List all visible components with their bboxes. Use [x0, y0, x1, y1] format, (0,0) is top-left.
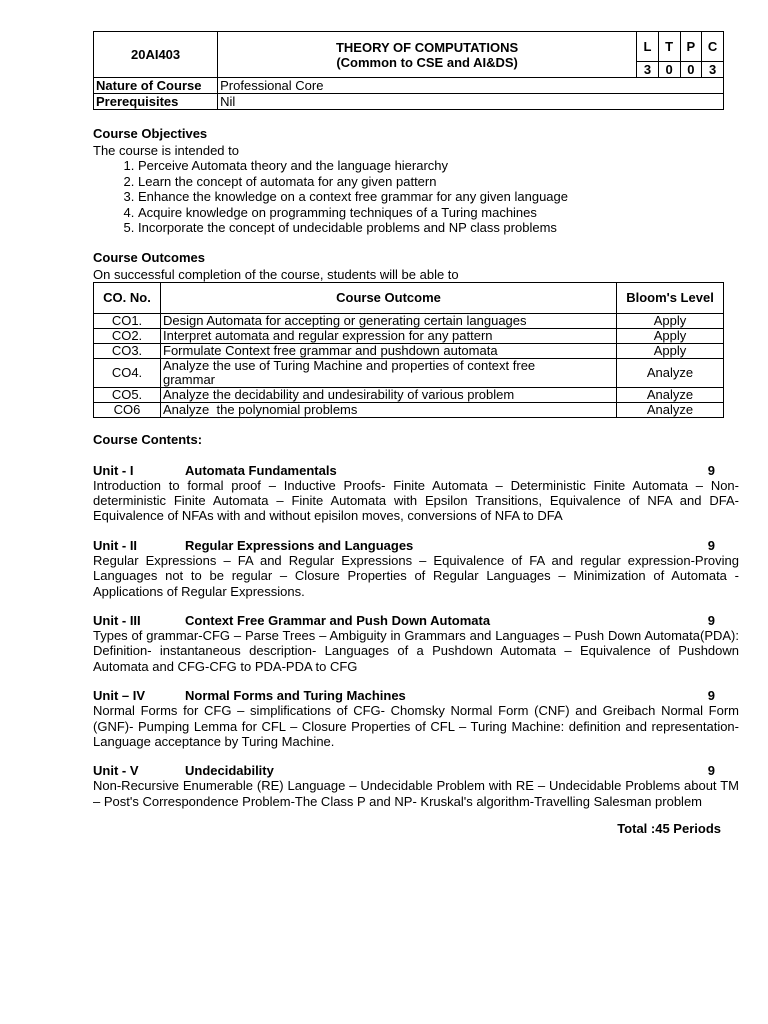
objective-item: 2. Learn the concept of automata for any given pattern — [138, 174, 724, 190]
nature-value: Professional Core — [218, 78, 724, 94]
outcomes-heading: Course Outcomes — [93, 249, 205, 265]
prereq-label: Prerequisites — [94, 94, 218, 110]
nature-label: Nature of Course — [94, 78, 218, 94]
unit-heading — [93, 688, 715, 703]
contents-section — [93, 431, 739, 837]
unit-block — [93, 688, 739, 749]
objectives-heading: Course Objectives — [93, 126, 208, 141]
unit-body: Regular Expressions – FA and Regular Expressions – Equivalence of FA and regular expression-Proving Languages not to be regular – Closure Properties of Regular Languages – Minimization of Automata - Applications of Regular Expressions. — [93, 552, 739, 599]
unit-title: Normal Forms and Turing Machines — [185, 688, 406, 704]
unit-number: Unit - III — [93, 612, 141, 628]
co-number: CO6 — [94, 402, 161, 417]
co-number: CO3. — [94, 343, 161, 358]
unit-hours: 9 — [707, 688, 715, 704]
objective-item: 3. Enhance the knowledge on a context free grammar for any given language — [138, 189, 724, 205]
outcomes-table — [93, 282, 724, 418]
col-level: Bloom's Level — [617, 282, 724, 313]
course-code: 20AI403 — [94, 32, 218, 78]
co-number: CO5. — [94, 387, 161, 402]
unit-hours: 9 — [707, 462, 715, 478]
ltpc-label-t: T — [658, 32, 680, 62]
co-level: Apply — [617, 328, 724, 343]
unit-number: Unit - V — [93, 763, 139, 779]
unit-body: Non-Recursive Enumerable (RE) Language – Undecidable Problem with RE – Undecidable Problems about TM – Post's Correspondence Problem-The Class P and NP- Kruskal's algorithm-Travelling Salesman problem — [93, 778, 739, 809]
ltpc-value-l: 3 — [637, 62, 659, 78]
unit-heading — [93, 763, 715, 778]
unit-body: Types of grammar-CFG – Parse Trees – Ambiguity in Grammars and Languages – Push Down Automata(PDA): Definition- instantaneous description- Languages of a Pushdown Automata – Equivalence of Pushdown Automata and CFG-CFG to PDA-PDA to CFG — [93, 627, 739, 674]
co-level: Apply — [617, 343, 724, 358]
unit-title: Context Free Grammar and Push Down Automata — [185, 612, 491, 628]
ltpc-label-p: P — [680, 32, 702, 62]
objective-item: 5. Incorporate the concept of undecidable problems and NP class problems — [138, 220, 724, 236]
ltpc-label-c: C — [702, 32, 724, 62]
unit-body: Normal Forms for CFG – simplifications of CFG- Chomsky Normal Form (CNF) and Greibach Normal Form (GNF)- Pumping Lemma for CFL – Closure Properties of CFL – Turing Machine: definition and representation-Language acceptance by Turing Machine. — [93, 703, 739, 749]
unit-hours: 9 — [707, 537, 715, 553]
col-outcome: Course Outcome — [161, 282, 617, 313]
co-level: Apply — [617, 313, 724, 328]
unit-body: Introduction to formal proof – Inductive Proofs- Finite Automata – Deterministic Finite Automata – Non-deterministic Finite Automata – Finite Automata with Epsilon Transitions, Equivalence of NFA and DFA-Equivalence of NFAs with and without episilon moves, conversions of NFA to DFA — [93, 477, 739, 524]
unit-title: Regular Expressions and Languages — [185, 537, 414, 553]
col-co-no: CO. No. — [94, 282, 161, 313]
course-title: THEORY OF COMPUTATIONS (Common to CSE and AI&DS) — [218, 32, 637, 78]
objective-item: 4. Acquire knowledge on programming techniques of a Turing machines — [138, 205, 724, 221]
unit-hours: 9 — [707, 763, 715, 779]
objectives-section — [93, 126, 724, 236]
unit-heading — [93, 463, 715, 478]
co-level: Analyze — [617, 402, 724, 417]
unit-number: Unit - I — [93, 462, 134, 478]
objectives-list — [93, 158, 724, 236]
unit-hours: 9 — [707, 612, 715, 628]
course-header-table — [93, 31, 724, 110]
co-text: Design Automata for accepting or generating certain languages — [161, 313, 617, 328]
ltpc-label-l: L — [637, 32, 659, 62]
unit-number: Unit - II — [93, 537, 138, 553]
unit-title: Automata Fundamentals — [185, 462, 337, 478]
co-number: CO1. — [94, 313, 161, 328]
syllabus-page — [93, 31, 739, 837]
ltpc-value-c: 3 — [702, 62, 724, 78]
co-text: Analyze the use of Turing Machine and properties of context free grammar — [161, 358, 617, 387]
co-text: Analyze the decidability and undesirability of various problem — [161, 387, 617, 402]
co-text: Formulate Context free grammar and pushdown automata — [161, 343, 617, 358]
objective-item: 1. Perceive Automata theory and the language hierarchy — [138, 158, 724, 174]
ltpc-value-t: 0 — [658, 62, 680, 78]
co-level: Analyze — [617, 358, 724, 387]
outcomes-section — [93, 250, 724, 418]
prereq-value: Nil — [218, 94, 724, 110]
unit-heading — [93, 613, 715, 628]
unit-title: Undecidability — [185, 763, 274, 779]
unit-block — [93, 763, 739, 809]
unit-block — [93, 537, 739, 599]
outcomes-intro: On successful completion of the course, students will be able to — [93, 266, 459, 282]
co-number: CO2. — [94, 328, 161, 343]
objectives-intro: The course is intended to — [93, 143, 239, 158]
co-text: Analyze the polynomial problems — [161, 402, 617, 417]
contents-heading: Course Contents: — [93, 431, 203, 447]
co-text: Interpret automata and regular expression for any pattern — [161, 328, 617, 343]
co-level: Analyze — [617, 387, 724, 402]
total-periods: Total :45 Periods — [617, 821, 721, 837]
ltpc-value-p: 0 — [680, 62, 702, 78]
unit-block — [93, 462, 739, 524]
unit-block — [93, 612, 739, 674]
unit-heading — [93, 538, 715, 553]
co-number: CO4. — [94, 358, 161, 387]
unit-number: Unit – IV — [93, 688, 146, 704]
